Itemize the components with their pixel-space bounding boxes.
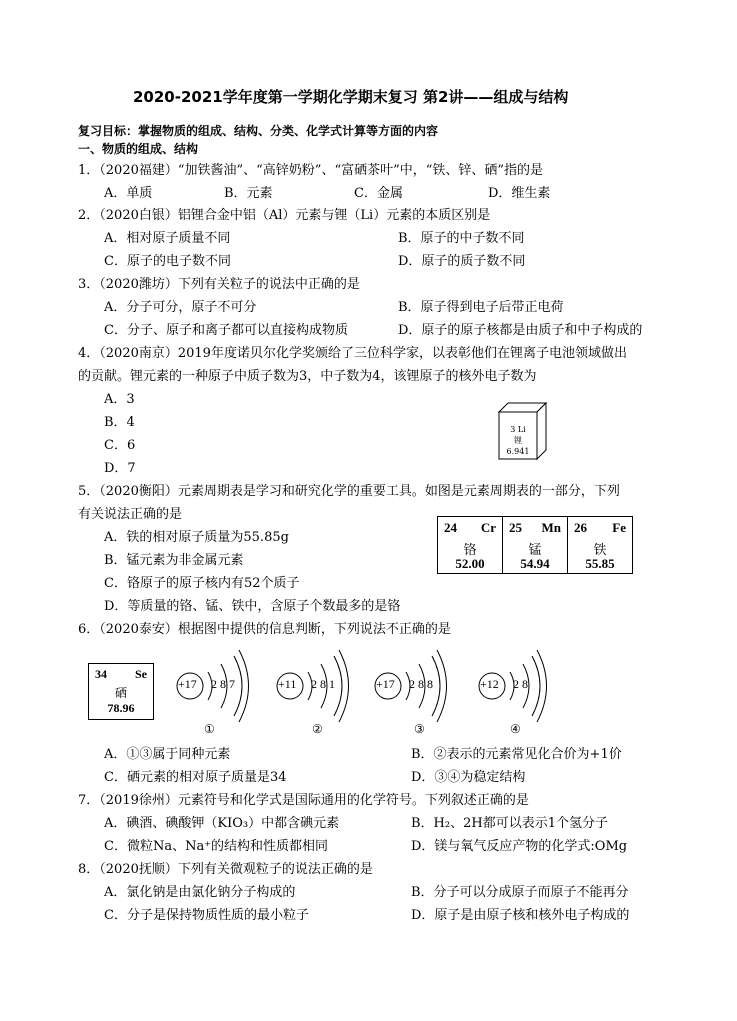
atom1-nucleus: +17	[178, 677, 197, 691]
q2-option-b: B．原子的中子数不同	[398, 231, 525, 246]
q8-option-d: D．原子是由原子核和核外电子构成的	[411, 908, 630, 923]
q7-option-d: D．镁与氧气反应产物的化学式:OMg	[411, 839, 628, 854]
atom1-shells: 2 8 7	[211, 677, 235, 691]
cell-name: 铬	[463, 542, 477, 557]
atom2-shells: 2 8 1	[311, 677, 335, 691]
question-5-stem-line1: 5．（2020衡阳）元素周期表是学习和研究化学的重要工具。如图是元素周期表的一部分，下列	[78, 484, 620, 499]
shell-arc	[239, 650, 249, 722]
q1-option-d: D．维生素	[488, 186, 551, 201]
shell-arc	[334, 656, 342, 716]
q8-option-a: A．氯化钠是由氯化钠分子构成的	[104, 885, 296, 900]
atom4-nucleus: +12	[480, 677, 499, 691]
cell-name: 锰	[528, 542, 542, 557]
periodic-cell-cr	[438, 517, 503, 574]
cell-symbol: Cr	[480, 520, 496, 535]
question-7-stem: 7．（2019徐州）元素符号和化学式是国际通用的化学符号。下列叙述正确的是	[78, 793, 529, 808]
shell-arc	[234, 656, 242, 716]
q7-option-b: B．H₂、2H都可以表示1个氢分子	[411, 816, 608, 831]
se-symbol: Se	[135, 667, 147, 681]
shell-arc	[432, 656, 440, 716]
q6-option-d: D．③④为稳定结构	[411, 770, 526, 785]
atom2-nucleus: +11	[278, 677, 297, 691]
q7-option-a: A．碘酒、碘酸钾（KIO₃）中都含碘元素	[104, 816, 340, 831]
shell-arc	[339, 650, 349, 722]
q4-option-a: A．3	[104, 392, 135, 407]
shell-arc	[437, 650, 447, 722]
review-objective: 复习目标：掌握物质的组成、结构、分类、化学式计算等方面的内容	[78, 124, 439, 138]
section-heading: 一、物质的组成、结构	[78, 142, 199, 156]
q4-option-b: B．4	[104, 415, 135, 430]
cell-mass: 52.00	[455, 556, 485, 571]
question-1-stem: 1．（2020福建）“加铁酱油”、“高锌奶粉”、“富硒茶叶”中，“铁、锌、硒”指的是	[78, 163, 544, 178]
periodic-cell-fe	[568, 517, 633, 574]
q1-option-b: B．元素	[224, 186, 273, 201]
q8-option-c: C．分子是保持物质性质的最小粒子	[104, 908, 309, 923]
periodic-cell-mn	[503, 517, 568, 574]
q3-option-a: A．分子可分，原子不可分	[104, 300, 257, 315]
q3-option-d: D．原子的原子核都是由质子和中子构成的	[398, 323, 643, 338]
shell-arc	[532, 656, 540, 716]
question-8-stem: 8．（2020抚顺）下列有关微观粒子的说法正确的是	[78, 862, 373, 877]
q6-option-b: B．②表示的元素常见化合价为+1价	[411, 747, 622, 762]
se-name: 硒	[114, 686, 127, 700]
q8-option-b: B．分子可以分成原子而原子不能再分	[411, 885, 629, 900]
cell-symbol: Fe	[612, 520, 626, 535]
atom3-shells: 2 8 8	[409, 677, 433, 691]
atom4-label: ④	[510, 722, 521, 736]
q2-option-d: D．原子的质子数不同	[398, 254, 526, 269]
cell-mass: 55.85	[585, 556, 615, 571]
q7-option-c: C．微粒Na、Na⁺的结构和性质都相同	[104, 839, 329, 854]
question-3-stem: 3．（2020潍坊）下列有关粒子的说法中正确的是	[78, 277, 360, 292]
cell-number: 24	[444, 520, 457, 535]
q5-option-b: B．锰元素为非金属元素	[104, 553, 244, 568]
cube-number-symbol: 3 Li	[510, 425, 526, 434]
atom3-nucleus: +17	[376, 677, 395, 691]
q5-option-d: D．等质量的铬、锰、铁中，含原子个数最多的是铬	[104, 599, 401, 614]
q1-option-a: A．单质	[104, 186, 153, 201]
question-6-stem: 6．（2020泰安）根据图中提供的信息判断，下列说法不正确的是	[78, 622, 451, 637]
atom1-label: ①	[204, 722, 215, 736]
q3-option-b: B．原子得到电子后带正电荷	[398, 300, 564, 315]
shell-arc	[537, 650, 547, 722]
se-mass: 78.96	[107, 701, 135, 715]
periodic-table-excerpt	[437, 516, 633, 574]
cell-name: 铁	[593, 542, 607, 557]
question-4-stem-line1: 4．（2020南京）2019年度诺贝尔化学奖颁给了三位科学家，以表彰他们在锂离子电池领域做出	[78, 346, 627, 361]
cell-mass: 54.94	[520, 556, 550, 571]
q6-option-c: C．硒元素的相对原子质量是34	[104, 770, 287, 785]
q2-option-c: C．原子的电子数不同	[104, 254, 231, 269]
cube-element-name: 锂	[514, 436, 522, 445]
cell-number: 25	[509, 520, 522, 535]
q2-option-a: A．相对原子质量不同	[104, 231, 231, 246]
q3-option-c: C．分子、原子和离子都可以直接构成物质	[104, 323, 348, 338]
q5-option-a: A．铁的相对原子质量为55.85g	[104, 530, 289, 545]
selenium-element-card	[88, 663, 154, 720]
question-2-stem: 2．（2020白银）铝锂合金中铝（Al）元素与锂（Li）元素的本质区别是	[78, 208, 491, 223]
atom3-label: ③	[414, 722, 425, 736]
q5-option-c: C．铬原子的原子核内有52个质子	[104, 576, 300, 591]
q1-option-c: C．金属	[354, 186, 403, 201]
atom2-label: ②	[312, 722, 323, 736]
cell-symbol: Mn	[541, 520, 561, 535]
page-title: 2020-2021学年度第一学期化学期末复习 第2讲——组成与结构	[133, 88, 569, 106]
atom4-shells: 2 8	[513, 677, 528, 691]
cell-number: 26	[574, 520, 587, 535]
q4-option-d: D．7	[104, 461, 136, 476]
question-5-stem-line2: 有关说法正确的是	[78, 507, 183, 522]
se-number: 34	[95, 667, 107, 681]
question-4-stem-line2: 的贡献。锂元素的一种原子中质子数为3，中子数为4，该锂原子的核外电子数为	[78, 369, 537, 384]
q6-option-a: A．①③属于同种元素	[104, 747, 231, 762]
q4-option-c: C．6	[104, 438, 136, 453]
cube-atomic-mass: 6.941	[506, 447, 530, 456]
